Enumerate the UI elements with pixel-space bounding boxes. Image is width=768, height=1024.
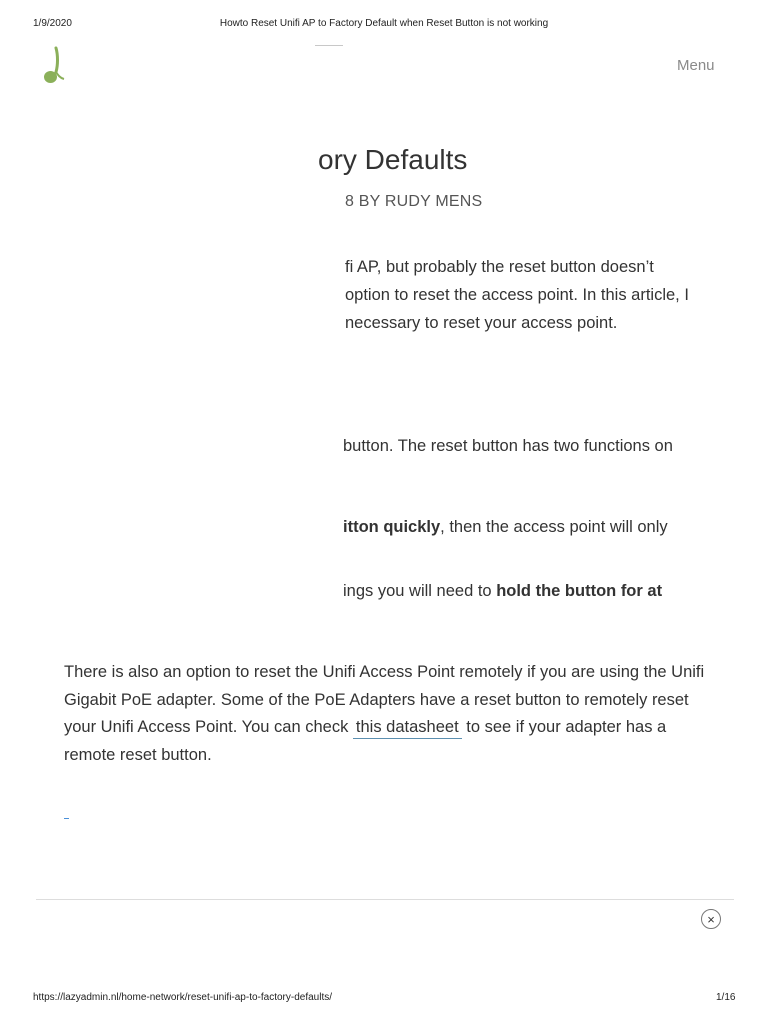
print-date: 1/9/2020 (33, 18, 72, 29)
datasheet-link[interactable]: this datasheet (353, 718, 462, 739)
small-link-mark[interactable] (64, 818, 69, 819)
overlay-divider (36, 899, 734, 900)
article-title: ory Defaults (318, 144, 468, 175)
print-footer-url: https://lazyadmin.nl/home-network/reset-unifi-ap-to-factory-defaults/ (33, 992, 333, 1003)
hold-button-bold: hold the button for at (496, 582, 663, 600)
site-logo[interactable] (42, 45, 66, 87)
hold-button-line (343, 580, 662, 602)
intro-line-3: necessary to reset your access point. (345, 314, 618, 332)
print-page-number: 1/16 (716, 992, 736, 1003)
print-header-title: Howto Reset Unifi AP to Factory Default when Reset Button is not working (219, 18, 549, 29)
intro-line-2: option to reset the access point. In this article, I (345, 286, 689, 304)
quick-press-bold: itton quickly (343, 518, 441, 536)
article-byline: 8 BY RUDY MENS (345, 193, 483, 210)
quick-press-line (343, 516, 668, 538)
paragraph-text: There is also an option to reset the Unifi Access Point remotely if you are using the Unifi Gigabit PoE adapter. Some of the PoE Adapters have a reset button to remotely reset your Unifi Access Point. You can check (64, 663, 705, 736)
quick-press-rest: , then the access point will only (440, 518, 668, 536)
close-icon: × (707, 911, 715, 927)
divider (315, 45, 343, 46)
close-button[interactable] (701, 909, 721, 929)
leaf-logo-icon (42, 45, 66, 87)
menu-button[interactable]: Menu (677, 57, 715, 74)
intro-line-1: fi AP, but probably the reset button doesn’t (345, 258, 654, 276)
reset-button-line: button. The reset button has two functions on (343, 437, 673, 455)
paragraph-text-end: to see if your adapter has a remote reset button. (64, 718, 667, 764)
hold-button-plain: ings you will need to (343, 582, 497, 600)
remote-reset-paragraph (64, 659, 714, 769)
